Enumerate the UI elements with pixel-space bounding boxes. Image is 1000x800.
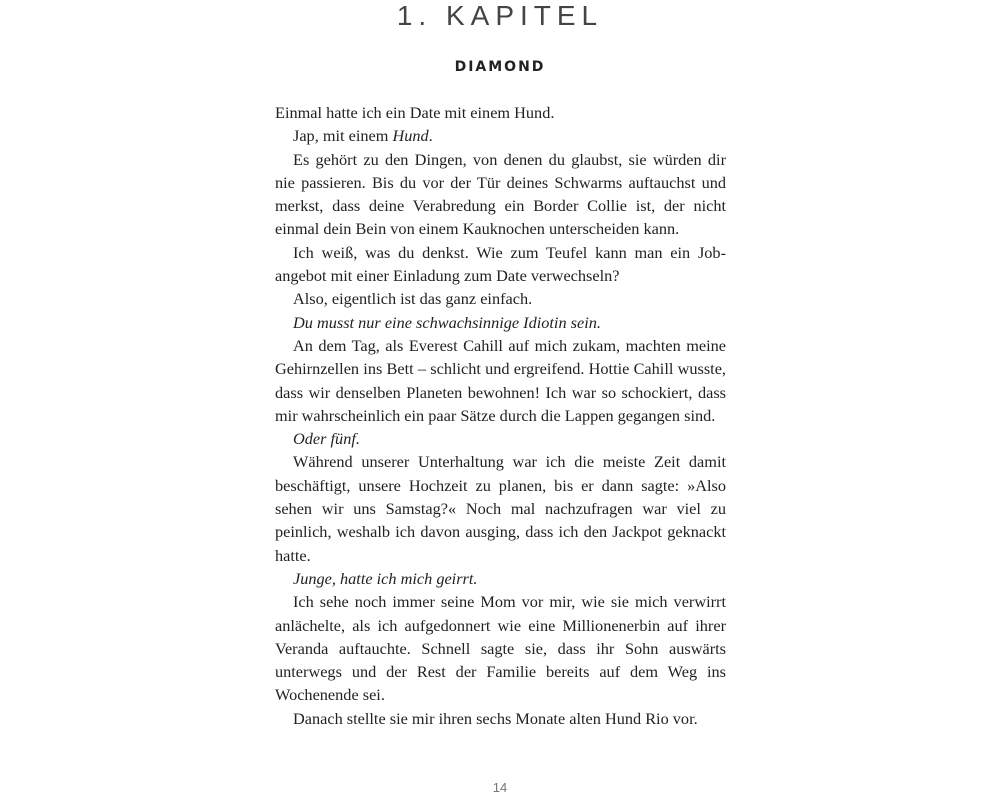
paragraph: Während unserer Unterhaltung war ich die meiste Zeit damit beschäftigt, unsere Hochzeit zu planen, bis er dann sagte: »Also sehen wir uns Samstag?« Noch mal nachzufragen war viel zu peinlich, weshalb ich davon ausging, dass ich den Jackpot geknackt hatte. bbox=[275, 452, 726, 565]
paragraph-text: Jap, mit einem bbox=[293, 126, 393, 146]
emphasis-text: Junge, hatte ich mich geirrt. bbox=[293, 568, 478, 588]
page-number: 14 bbox=[492, 780, 508, 795]
paragraph: Es gehört zu den Dingen, von denen du glaubst, sie würden dir nie passieren. Bis du vor der Tür deines Schwarms auftauchst und merkst, dass deine Verabredung ein Border Collie ist, der nicht einmal dein Bein von einem Kauknochen unterscheiden kann. bbox=[275, 149, 726, 239]
paragraph bbox=[275, 567, 726, 590]
paragraph: Ich sehe noch immer seine Mom vor mir, wie sie mich verwirrt anlächelte, als ich aufgedonnert wie eine Millionenerbin auf ihrer Veranda auftauchte. Schnell sagte sie, dass ihr Sohn auswärts unterwegs und der Rest der Familie bereits auf dem Weg ins Wochenende sei. bbox=[275, 592, 726, 705]
paragraph: Ich weiß, was du denkst. Wie zum Teufel kann man ein Jobangebot mit einer Einladung zum Date verwechseln? bbox=[275, 242, 726, 286]
paragraph: Also, eigentlich ist das ganz einfach. bbox=[293, 289, 533, 309]
paragraph: Einmal hatte ich ein Date mit einem Hund. bbox=[275, 103, 555, 122]
body-text bbox=[275, 101, 726, 730]
section-title: DIAMOND bbox=[454, 59, 546, 75]
paragraph: An dem Tag, als Everest Cahill auf mich zukam, machten meine Gehirnzellen ins Bett – schlicht und ergreifend. Hottie Cahill wusste, dass wir denselben Planeten bewohnen! Ich war so schockiert, dass mir wahrscheinlich ein paar Sätze durch die Lappen gegangen sind. bbox=[275, 335, 726, 425]
paragraph bbox=[275, 124, 726, 147]
paragraph-text: . bbox=[428, 126, 433, 146]
emphasis-text: Oder fünf. bbox=[293, 429, 360, 449]
paragraph: Danach stellte sie mir ihren sechs Monate alten Hund Rio vor. bbox=[293, 708, 698, 728]
paragraph bbox=[275, 311, 726, 334]
paragraph bbox=[275, 427, 726, 450]
emphasis-text: Hund bbox=[392, 126, 429, 146]
emphasis-text: Du musst nur eine schwachsinnige Idiotin sein. bbox=[293, 312, 601, 332]
chapter-title: 1. KAPITEL bbox=[396, 0, 604, 31]
